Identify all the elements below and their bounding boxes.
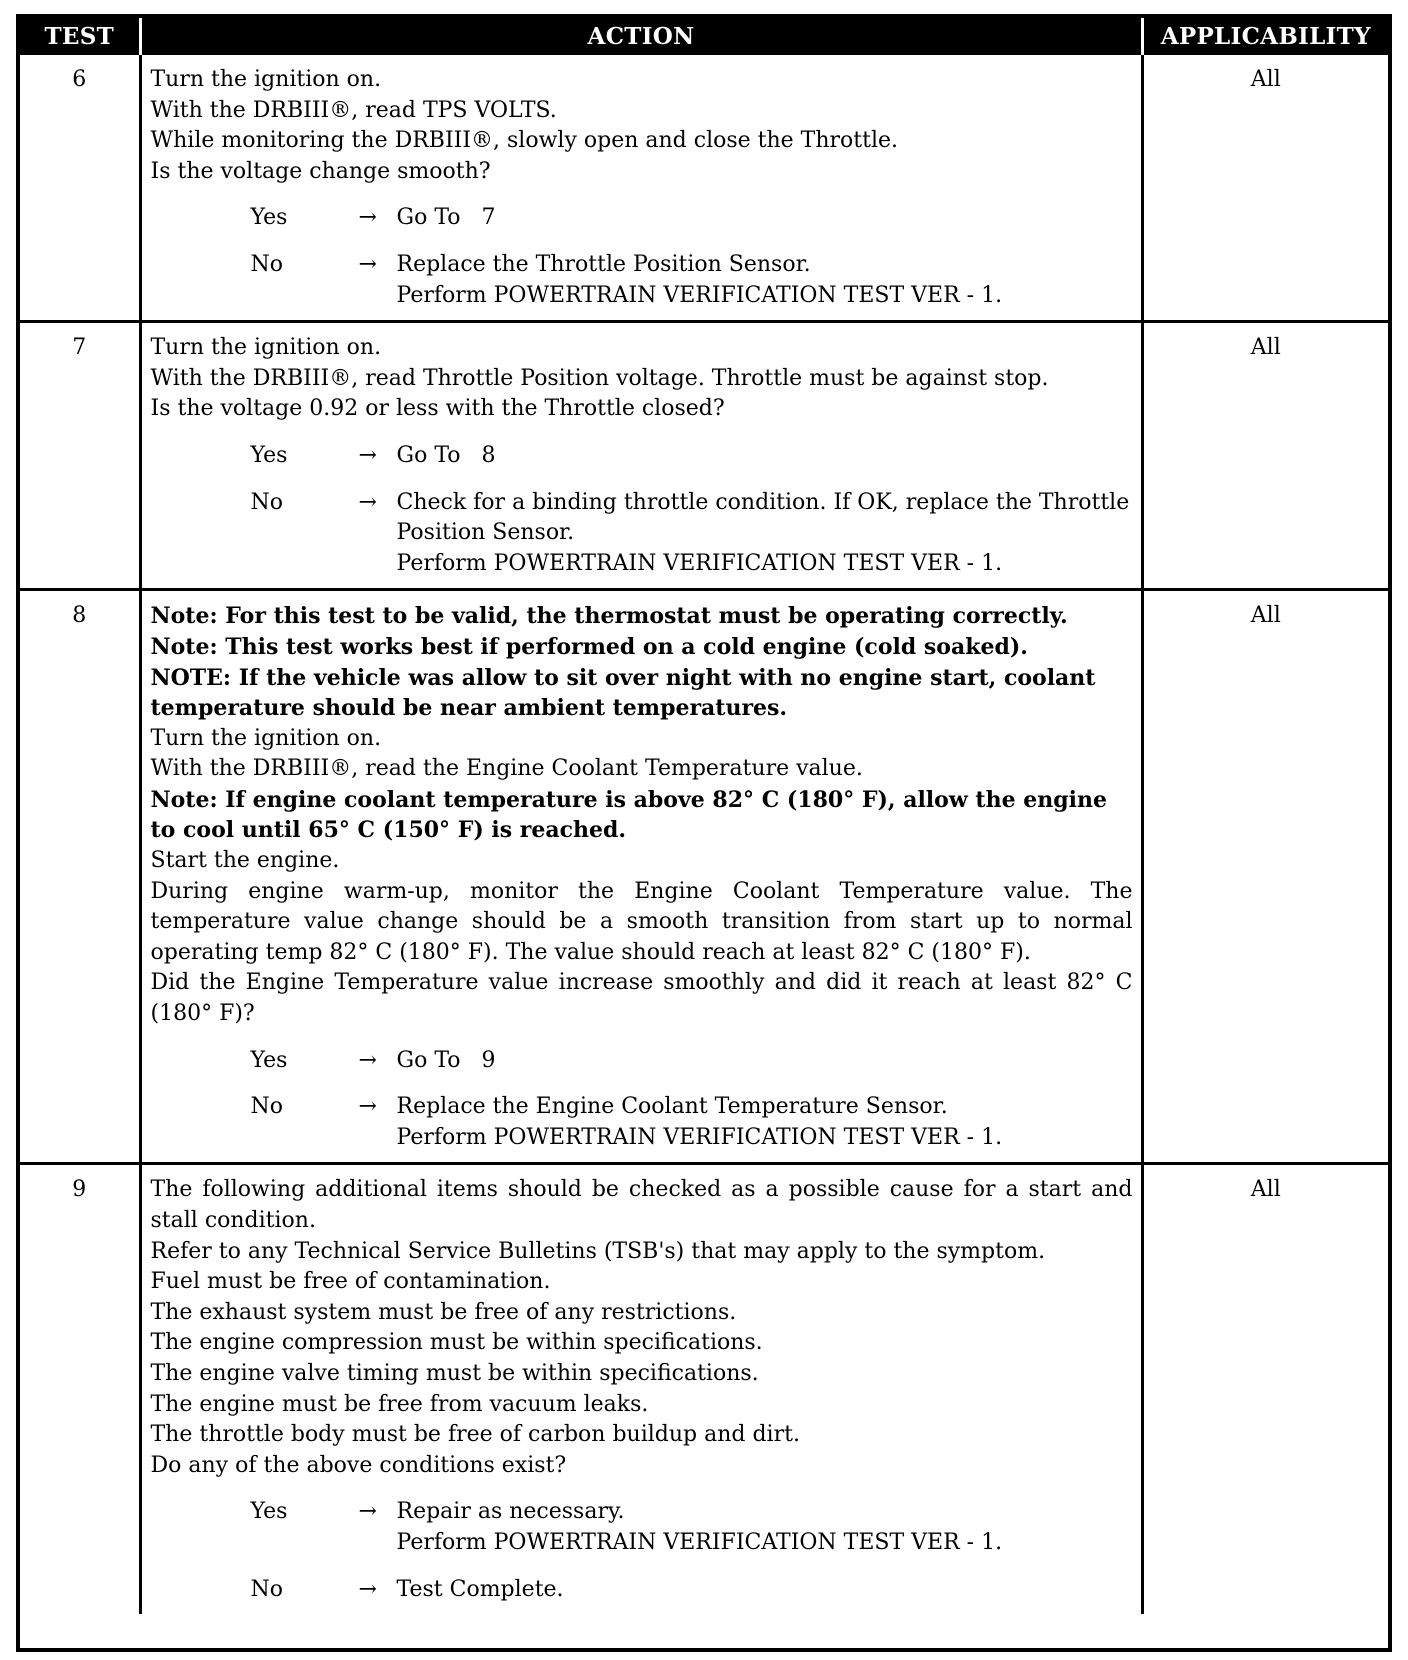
result-text: Perform POWERTRAIN VERIFICATION TEST VER - 1. — [396, 1529, 1003, 1555]
arrow-icon: → — [358, 1499, 377, 1525]
test-number: 6 — [20, 55, 140, 322]
yes-label: Yes — [250, 205, 288, 231]
action-step: Is the voltage change smooth? — [150, 158, 491, 184]
action-step: The exhaust system must be free of any restrictions. — [150, 1299, 737, 1325]
test-row-8 — [20, 590, 1388, 1164]
note: Note: For this test to be valid, the thermostat must be operating correctly. — [150, 603, 1068, 630]
result-text: Repair as necessary. — [396, 1499, 625, 1525]
arrow-icon: → — [358, 205, 377, 231]
no-label: No — [250, 1094, 283, 1120]
test-row-9 — [20, 1164, 1388, 1614]
action-step: The following additional items should be checked as a possible cause for a start and stall condition. — [150, 1177, 1133, 1233]
result-text: Perform POWERTRAIN VERIFICATION TEST VER - 1. — [396, 550, 1003, 576]
yes-result — [151, 1497, 1133, 1558]
result-text: Perform POWERTRAIN VERIFICATION TEST VER - 1. — [396, 282, 1003, 308]
yes-result — [151, 1046, 1133, 1077]
note: Note: This test works best if performed on a cold engine (cold soaked). — [150, 633, 1028, 660]
header-test: TEST — [20, 18, 140, 55]
no-label: No — [250, 1576, 283, 1602]
applicability: All — [1142, 590, 1388, 1164]
table-header — [20, 18, 1388, 55]
action-step: The engine valve timing must be within specifications. — [150, 1360, 759, 1386]
result-text: Test Complete. — [396, 1576, 564, 1602]
note: NOTE: If the vehicle was allow to sit over night with no engine start, coolant temperature should be near ambient temperatures. — [150, 664, 1096, 722]
no-label: No — [250, 251, 283, 277]
result-text: Replace the Engine Coolant Temperature Sensor. — [396, 1094, 948, 1120]
arrow-icon: → — [358, 251, 377, 277]
applicability: All — [1250, 67, 1281, 92]
test-row-7 — [20, 322, 1388, 590]
yes-label: Yes — [250, 442, 288, 468]
header-action: ACTION — [140, 18, 1142, 55]
yes-label: Yes — [250, 1047, 288, 1073]
yes-result — [151, 203, 1133, 234]
action-step: Turn the ignition on. — [150, 67, 382, 92]
result-text: Go To 8 — [396, 442, 496, 468]
action-step: With the DRBIII®, read Throttle Position voltage. Throttle must be against stop. — [150, 365, 1049, 391]
action-step: Start the engine. — [150, 848, 340, 874]
action-step: Is the voltage 0.92 or less with the Throttle closed? — [150, 396, 725, 422]
action-step: Turn the ignition on. — [150, 335, 382, 361]
test-number: 7 — [20, 322, 140, 590]
no-result — [151, 1575, 1133, 1606]
action-cell — [140, 322, 1142, 590]
result-text: Replace the Throttle Position Sensor. — [396, 251, 811, 277]
arrow-icon: → — [358, 1576, 377, 1602]
action-step: With the DRBIII®, read the Engine Coolant Temperature value. — [150, 756, 863, 782]
arrow-icon: → — [358, 1047, 377, 1073]
yes-label: Yes — [250, 1499, 288, 1525]
result-text: Check for a binding throttle condition. If OK, replace the Throttle — [396, 489, 1130, 515]
action-step: The engine compression must be within specifications. — [150, 1330, 763, 1356]
no-result — [151, 1092, 1133, 1153]
test-row-6 — [20, 55, 1388, 322]
action-step: Refer to any Technical Service Bulletins (TSB's) that may apply to the symptom. — [150, 1238, 1046, 1264]
result-text: Go To 9 — [396, 1047, 496, 1073]
result-text: Go To 7 — [396, 205, 496, 231]
applicability: All — [1142, 322, 1388, 590]
action-step: During engine warm-up, monitor the Engine Coolant Temperature value. The temperature value change should be a smooth transition from start up to normal operating temp 82° C (180° F). The value should reach at least 82° C (180° F). — [150, 878, 1133, 965]
action-step: Fuel must be free of contamination. — [150, 1269, 551, 1295]
applicability: All — [1142, 1164, 1388, 1614]
action-cell — [140, 1164, 1142, 1614]
diagnostic-test-table — [16, 14, 1392, 1652]
arrow-icon: → — [358, 442, 377, 468]
result-text: Perform POWERTRAIN VERIFICATION TEST VER - 1. — [396, 1124, 1003, 1150]
action-step: While monitoring the DRBIII®, slowly open and close the Throttle. — [150, 128, 899, 154]
action-step: The throttle body must be free of carbon buildup and dirt. — [150, 1422, 800, 1448]
arrow-icon: → — [358, 1094, 377, 1120]
no-label: No — [250, 489, 283, 515]
action-cell — [140, 590, 1142, 1164]
action-cell — [140, 55, 1142, 322]
test-number: 8 — [20, 590, 140, 1164]
no-result — [151, 250, 1133, 311]
header-applicability: APPLICABILITY — [1142, 18, 1388, 55]
no-result — [151, 488, 1133, 580]
arrow-icon: → — [358, 489, 377, 515]
action-step: Turn the ignition on. — [150, 725, 382, 751]
action-step: With the DRBIII®, read TPS VOLTS. — [150, 97, 557, 123]
action-step: The engine must be free from vacuum leaks. — [150, 1391, 649, 1417]
action-step: Did the Engine Temperature value increase smoothly and did it reach at least 82° C (180° F)? — [150, 970, 1133, 1027]
result-text: Position Sensor. — [396, 520, 575, 546]
test-number: 9 — [20, 1164, 140, 1614]
yes-result — [151, 441, 1133, 472]
note: Note: If engine coolant temperature is above 82° C (180° F), allow the engine to cool until 65° C (150° F) is reached. — [150, 786, 1107, 844]
action-step: Do any of the above conditions exist? — [150, 1452, 567, 1478]
